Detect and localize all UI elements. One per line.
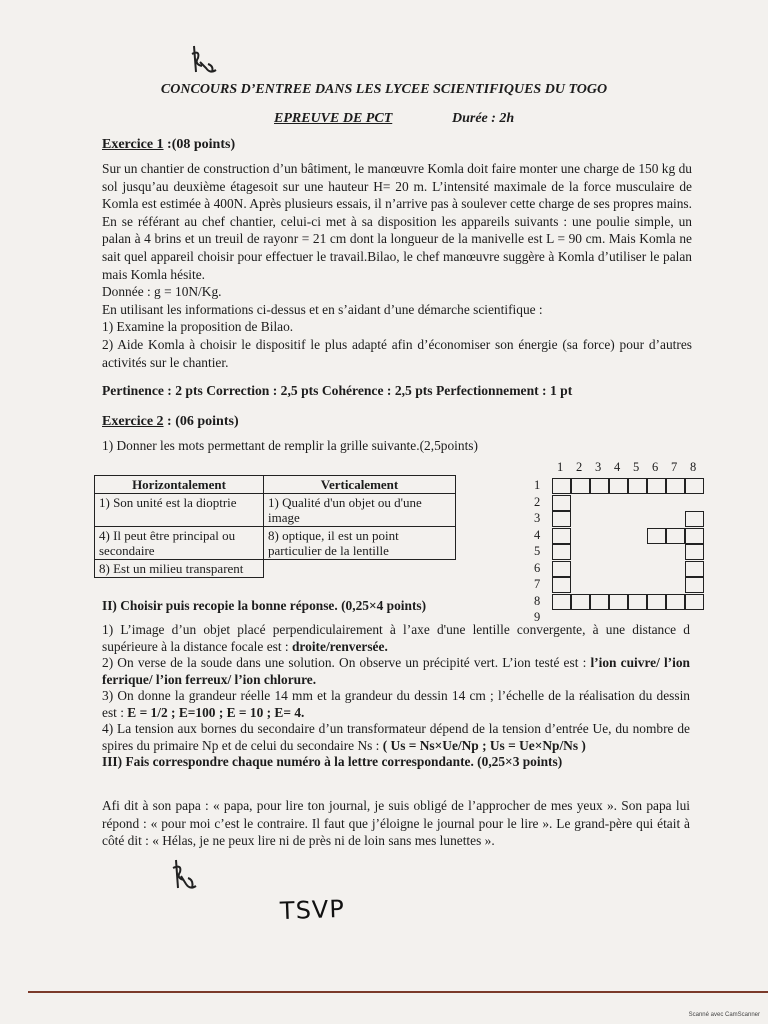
exercise-1-statement: Sur un chantier de construction d’un bâtiment, le manœuvre Komla doit faire monter une charge de 150 kg du sol jusqu’au deuxième étagesoit sur une hauteur H= 20 m. L’intensité maximale de la force musculaire de Komla est estimée à 400N. Après plusieurs essais, il n’arrive pas à soulever cette charge de ses propres mains. En se référant au chef chantier, celui-ci met à sa disposition les appareils suivants : une poulie simple, un palan à 4 brins et un treuil de rayonr = 21 cm dont la longueur de la manivelle est L = 90 cm. Mais Komla ne sait quel appareil choisir pour effectuer le travail.Bilao, le chef manœuvre suggère à Komla d’utiliser le palan mais Komla hésite. — [102, 161, 692, 282]
tsvp-text: TSVP — [279, 894, 346, 926]
exercise-1-question-2: 2) Aide Komla à choisir le dispositif le plus adapté afin d’économiser son énergie (sa force) pour d’autres activités sur le chantier. — [102, 336, 692, 370]
crossword-cell — [552, 594, 571, 610]
exercise-1-data: Donnée : g = 10N/Kg. — [102, 284, 222, 300]
crossword-cell — [647, 594, 666, 610]
crossword-cell — [609, 478, 628, 494]
table-cell: 4) Il peut être principal ou secondaire — [95, 527, 264, 560]
exercise-1-points: :(08 points) — [163, 137, 236, 152]
exercise-1-grading: Pertinence : 2 pts Correction : 2,5 pts Cohérence : 2,5 pts Perfectionnement : 1 pt — [102, 383, 573, 398]
crossword-cell — [552, 577, 571, 593]
crossword-cell — [685, 528, 704, 544]
crossword-row-number: 9 — [534, 610, 541, 624]
crossword-column-number: 1 — [557, 460, 564, 474]
column-header-vertical: Verticalement — [264, 476, 456, 494]
crossword-cell — [685, 594, 704, 610]
table-cell — [264, 560, 456, 578]
tsvp-note — [280, 895, 346, 925]
crossword-row-number: 7 — [534, 577, 541, 591]
crossword-column-number: 7 — [671, 460, 678, 474]
crossword-column-number: 5 — [633, 460, 640, 474]
exam-duration: Durée : 2h — [452, 111, 515, 126]
question-choices: l’ion cuivre/ l’ion ferrique/ l’ion ferreux/ l’ion chlorure. — [102, 655, 691, 687]
question-choices: droite/renversée. — [291, 638, 388, 654]
crossword-column-number: 6 — [652, 460, 659, 474]
exercise-2-label: Exercice 2 — [102, 414, 164, 429]
exercise-1-intro: En utilisant les informations ci-dessus et en s’aidant d’une démarche scientifique : — [102, 301, 543, 317]
crossword-cell — [552, 495, 571, 511]
part-3-title: III) Fais correspondre chaque numéro à la lettre correspondante. (0,25×3 points) — [102, 754, 563, 769]
crossword-row-number: 6 — [534, 560, 541, 575]
part-2-question-4 — [102, 721, 690, 754]
clues-table — [94, 475, 456, 578]
crossword-cell — [571, 478, 590, 494]
column-header-horizontal: Horizontalement — [95, 476, 264, 494]
crossword-cell — [552, 561, 571, 577]
part-2-question-2 — [102, 655, 690, 688]
clues-table-header — [95, 476, 456, 494]
part-2-question-1 — [102, 622, 690, 655]
signature-mark-top — [186, 44, 226, 80]
table-cell: 1) Son unité est la dioptrie — [95, 494, 264, 527]
crossword-cell — [628, 594, 647, 610]
question-text: 1) L’image d’un objet placé perpendiculairement à l’axe d'une lentille convergente, à une distance d supérieure à la distance focale est : — [102, 622, 690, 654]
crossword-cell — [590, 478, 609, 494]
crossword-cell — [685, 478, 704, 494]
crossword-cell — [666, 528, 685, 544]
crossword-cell — [628, 478, 647, 494]
crossword-row-number: 4 — [534, 527, 541, 542]
crossword-grid — [530, 460, 730, 630]
scanner-watermark: Scanné avec CamScanner — [688, 1012, 760, 1018]
crossword-cell — [685, 544, 704, 560]
part-2-questions — [102, 622, 690, 771]
crossword-cell — [609, 594, 628, 610]
crossword-row-number: 8 — [534, 593, 541, 608]
table-row — [95, 494, 456, 527]
table-row — [95, 527, 456, 560]
story-text: Afi dit à son papa : « papa, pour lire ton journal, je suis obligé de l’approcher de mes yeux ». Son papa lui répond : « pour moi c’est le contraire. Il faut que j’éloigne le journal pour le lire ». Le grand-père qui était à côté dit : « Hélas, je ne peux lire ni de près ni de loin sans mes lunettes ». — [102, 798, 690, 849]
exercise-1-body — [102, 160, 692, 371]
crossword-cell — [552, 544, 571, 560]
crossword-column-number: 8 — [690, 460, 697, 474]
exam-title: CONCOURS D’ENTREE DANS LES LYCEE SCIENTIFIQUES DU TOGO — [160, 82, 608, 97]
question-choices: E = 1/2 ; E=100 ; E = 10 ; E= 4. — [127, 704, 305, 720]
exercise-2-question-1: 1) Donner les mots permettant de remplir la grille suivante.(2,5points) — [102, 438, 478, 453]
table-cell: 8) Est un milieu transparent — [95, 560, 264, 578]
crossword-cell — [685, 577, 704, 593]
subject-label: EPREUVE DE PCT — [274, 111, 393, 126]
table-cell: 1) Qualité d'un objet ou d'une image — [264, 494, 456, 527]
exam-subject — [274, 111, 392, 127]
crossword-cell — [666, 478, 685, 494]
signature-mark-bottom — [168, 858, 202, 894]
crossword-cell — [552, 478, 571, 494]
exercise-1-label: Exercice 1 — [102, 137, 164, 152]
exercise-1-heading — [102, 137, 235, 153]
crossword-cell — [685, 561, 704, 577]
crossword-cell — [590, 594, 609, 610]
story-block — [102, 797, 690, 850]
crossword-row-number: 5 — [534, 544, 541, 558]
table-cell: 8) optique, il est un point particulier de la lentille — [264, 527, 456, 560]
crossword-cell — [552, 528, 571, 544]
crossword-cell — [666, 594, 685, 610]
question-text: 4) La tension aux bornes du secondaire d’un transformateur dépend de la tension d’entrée Ue, du nombre de spires du primaire Np et de celui du secondaire Ns : — [102, 721, 690, 753]
scan-edge-line — [28, 991, 768, 993]
part-2-question-3 — [102, 688, 690, 721]
part-2-title: II) Choisir puis recopie la bonne réponse. (0,25×4 points) — [102, 598, 427, 613]
exercise-2-points: : (06 points) — [163, 414, 239, 429]
crossword-column-number: 2 — [576, 460, 583, 474]
exercise-2-heading — [102, 414, 239, 430]
table-row — [95, 560, 456, 578]
crossword-row-number: 2 — [534, 494, 541, 509]
question-text: 2) On verse de la soude dans une solution. On observe un précipité vert. L’ion testé est : — [102, 655, 591, 670]
question-choices: ( Us = Ns×Ue/Np ; Us = Ue×Np/Ns ) — [382, 737, 586, 753]
crossword-cell — [647, 528, 666, 544]
crossword-row-number: 1 — [534, 478, 541, 492]
exercise-1-question-1: 1) Examine la proposition de Bilao. — [102, 319, 294, 335]
crossword-column-number: 4 — [614, 460, 621, 474]
crossword-cell — [647, 478, 666, 494]
crossword-cell — [685, 511, 704, 527]
crossword-row-number: 3 — [534, 511, 541, 525]
crossword-cell — [552, 511, 571, 527]
question-text: 3) On donne la grandeur réelle 14 mm et la grandeur du dessin 14 cm ; l’échelle de la réalisation du dessin est : — [102, 688, 690, 720]
crossword-cell — [571, 594, 590, 610]
crossword-column-number: 3 — [595, 460, 602, 474]
